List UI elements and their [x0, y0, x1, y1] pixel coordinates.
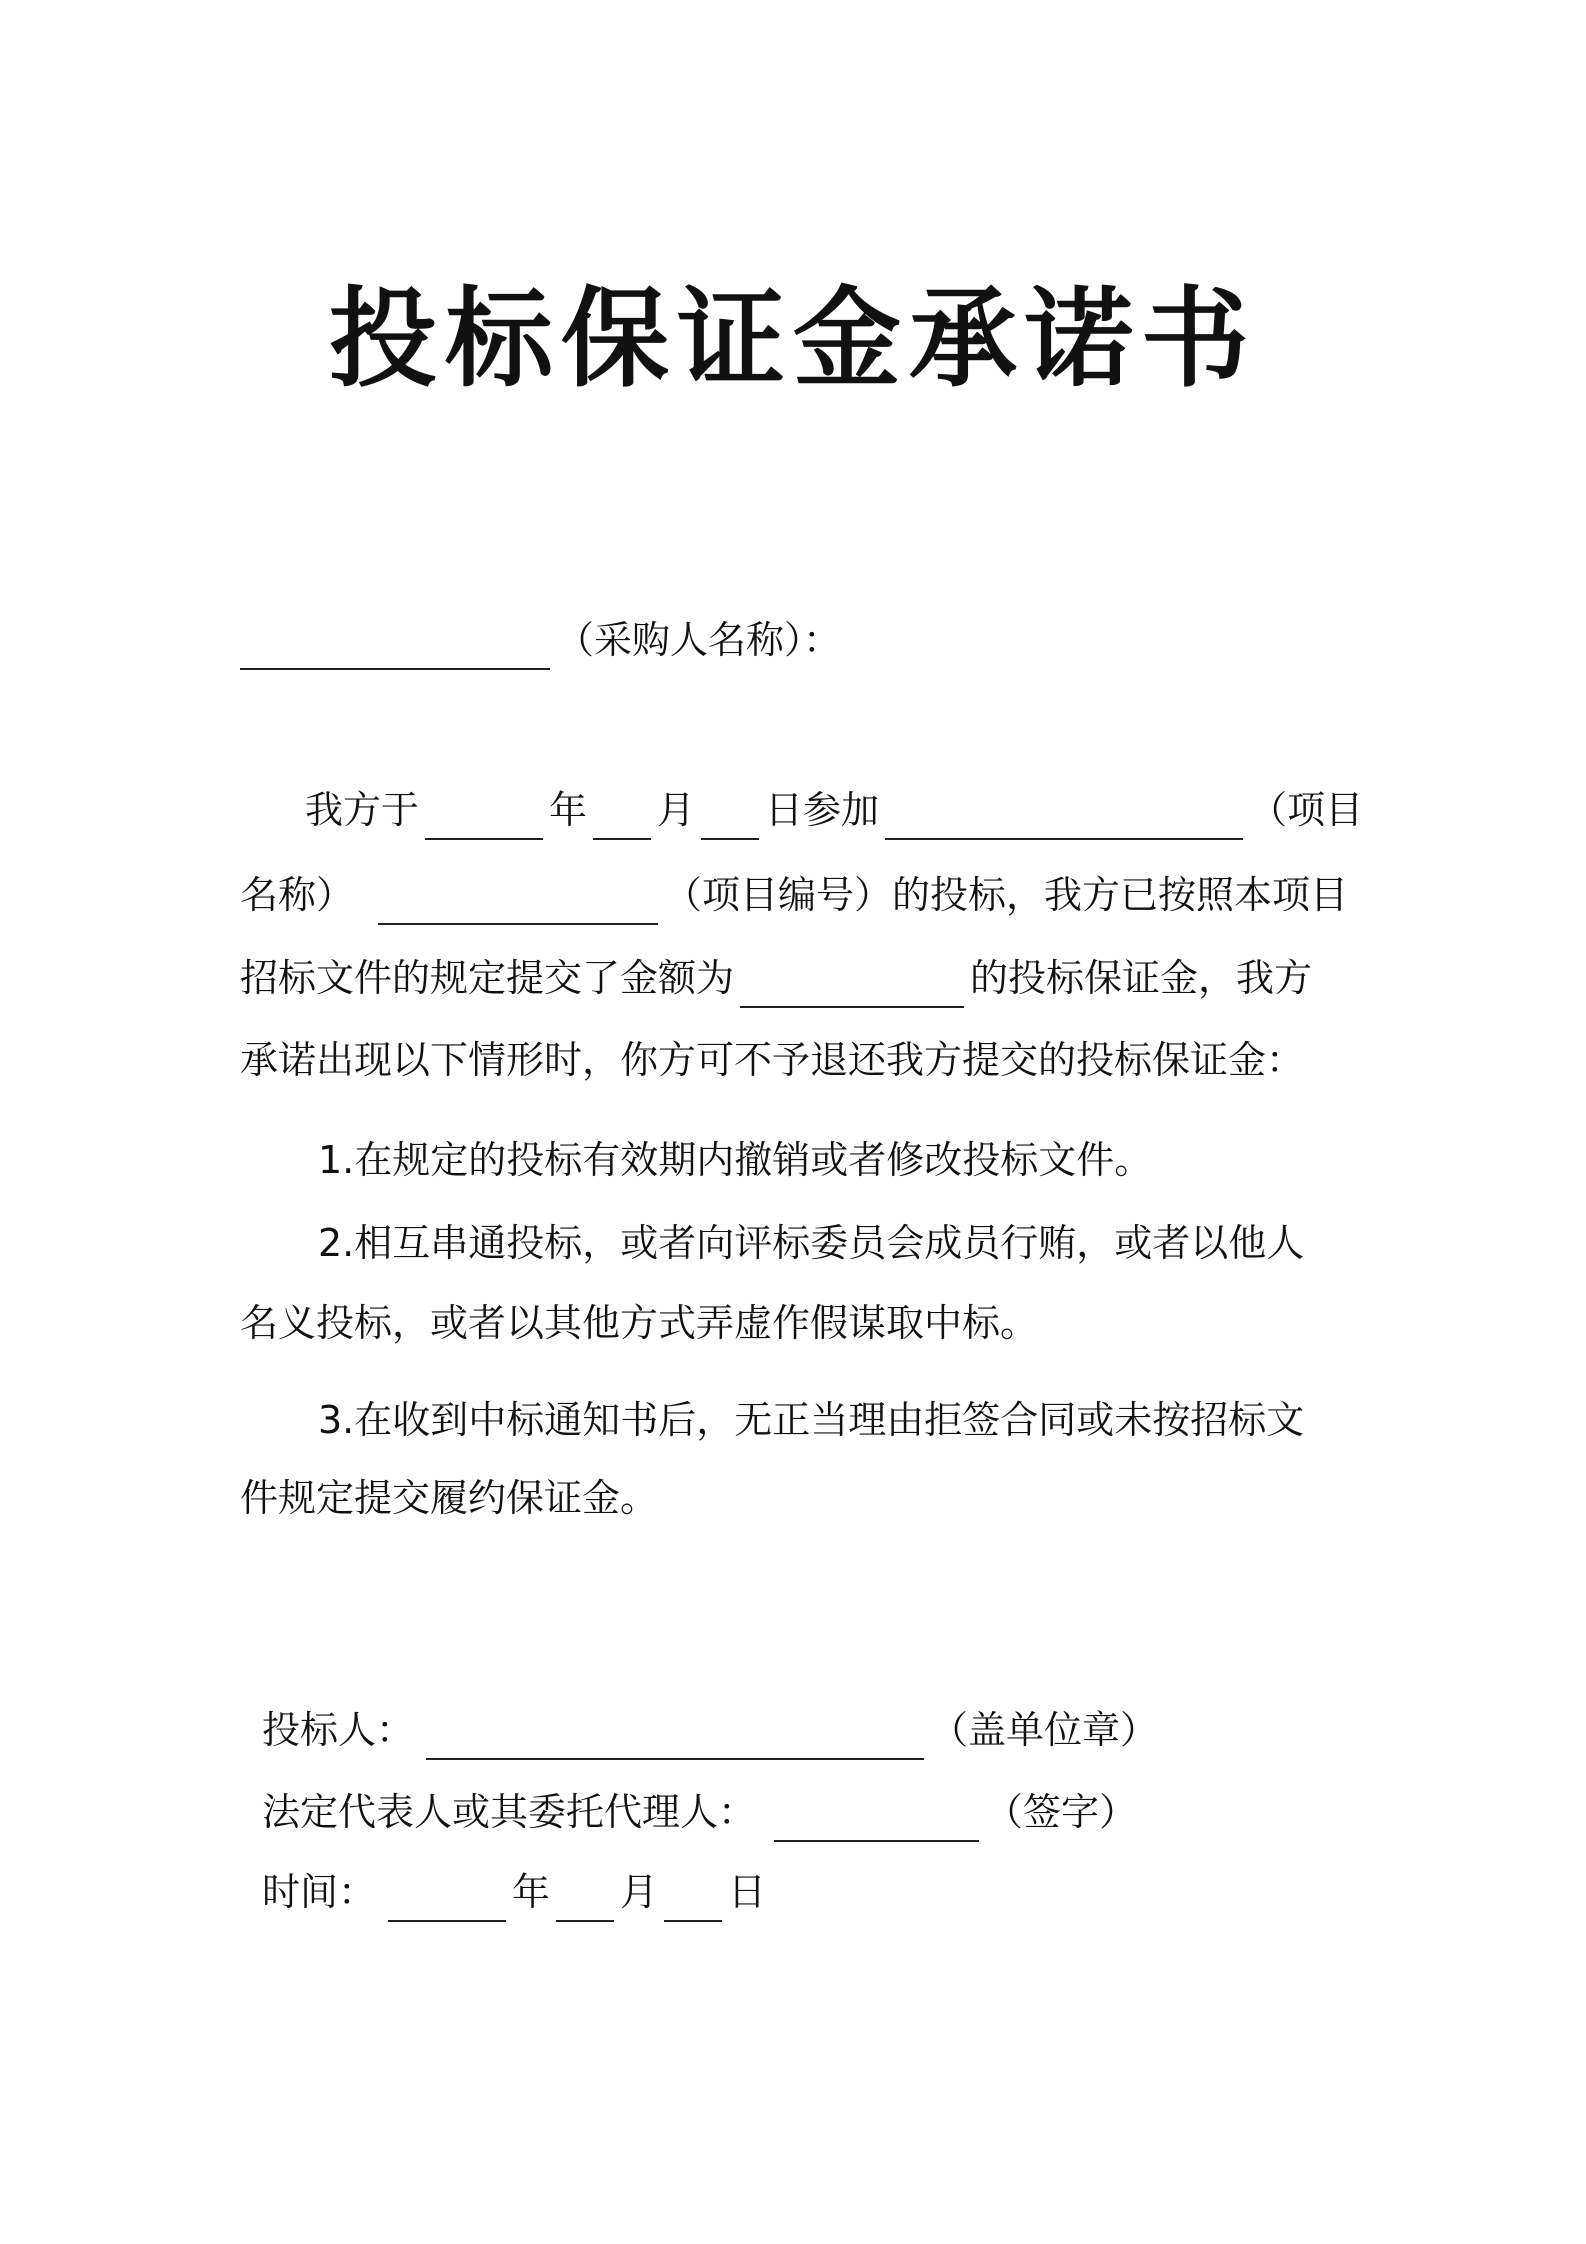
paragraph1-line1: 我方于 年 月 日参加 （项目	[305, 780, 1363, 840]
bidder-blank[interactable]	[426, 1710, 924, 1760]
project-number-blank[interactable]	[378, 875, 658, 925]
participation-month-blank[interactable]	[593, 790, 651, 840]
participation-year-blank[interactable]	[425, 790, 543, 840]
time-line: 时间： 年 月 日	[262, 1862, 766, 1922]
sign-year-blank[interactable]	[388, 1872, 506, 1922]
bidder-note: （盖单位章）	[930, 1708, 1159, 1752]
clause-3-line1: 3.在收到中标通知书后，无正当理由拒签合同或未按招标文	[318, 1398, 1305, 1442]
addressee-label: （采购人名称）：	[556, 618, 842, 662]
sign-month-blank[interactable]	[556, 1872, 614, 1922]
paragraph1-line2: 名称） （项目编号）的投标，我方已按照本项目	[240, 865, 1348, 925]
paragraph1-line4: 承诺出现以下情形时，你方可不予退还我方提交的投标保证金：	[240, 1038, 1305, 1082]
deposit-amount-blank[interactable]	[740, 958, 964, 1008]
sign-day-blank[interactable]	[664, 1872, 722, 1922]
representative-label: 法定代表人或其委托代理人：	[262, 1790, 757, 1834]
time-label: 时间：	[262, 1870, 377, 1914]
bidder-line	[262, 1700, 1158, 1760]
representative-note: （签字）	[985, 1790, 1138, 1834]
clause-2-line1: 2.相互串通投标，或者向评标委员会成员行贿，或者以他人	[318, 1221, 1305, 1265]
project-name-blank[interactable]	[885, 790, 1243, 840]
representative-line	[262, 1782, 1137, 1842]
representative-blank[interactable]	[774, 1792, 979, 1842]
paragraph1-line3: 招标文件的规定提交了金额为 的投标保证金，我方	[240, 948, 1312, 1008]
clause-2-line2: 名义投标，或者以其他方式弄虚作假谋取中标。	[240, 1301, 1039, 1345]
clause-1: 1.在规定的投标有效期内撤销或者修改投标文件。	[318, 1138, 1153, 1182]
bidder-label: 投标人：	[262, 1708, 415, 1752]
document-title: 投标保证金承诺书	[328, 277, 1257, 402]
addressee-line	[240, 610, 841, 670]
participation-day-blank[interactable]	[701, 790, 759, 840]
purchaser-name-blank[interactable]	[240, 620, 550, 670]
clause-3-line2: 件规定提交履约保证金。	[240, 1476, 659, 1520]
